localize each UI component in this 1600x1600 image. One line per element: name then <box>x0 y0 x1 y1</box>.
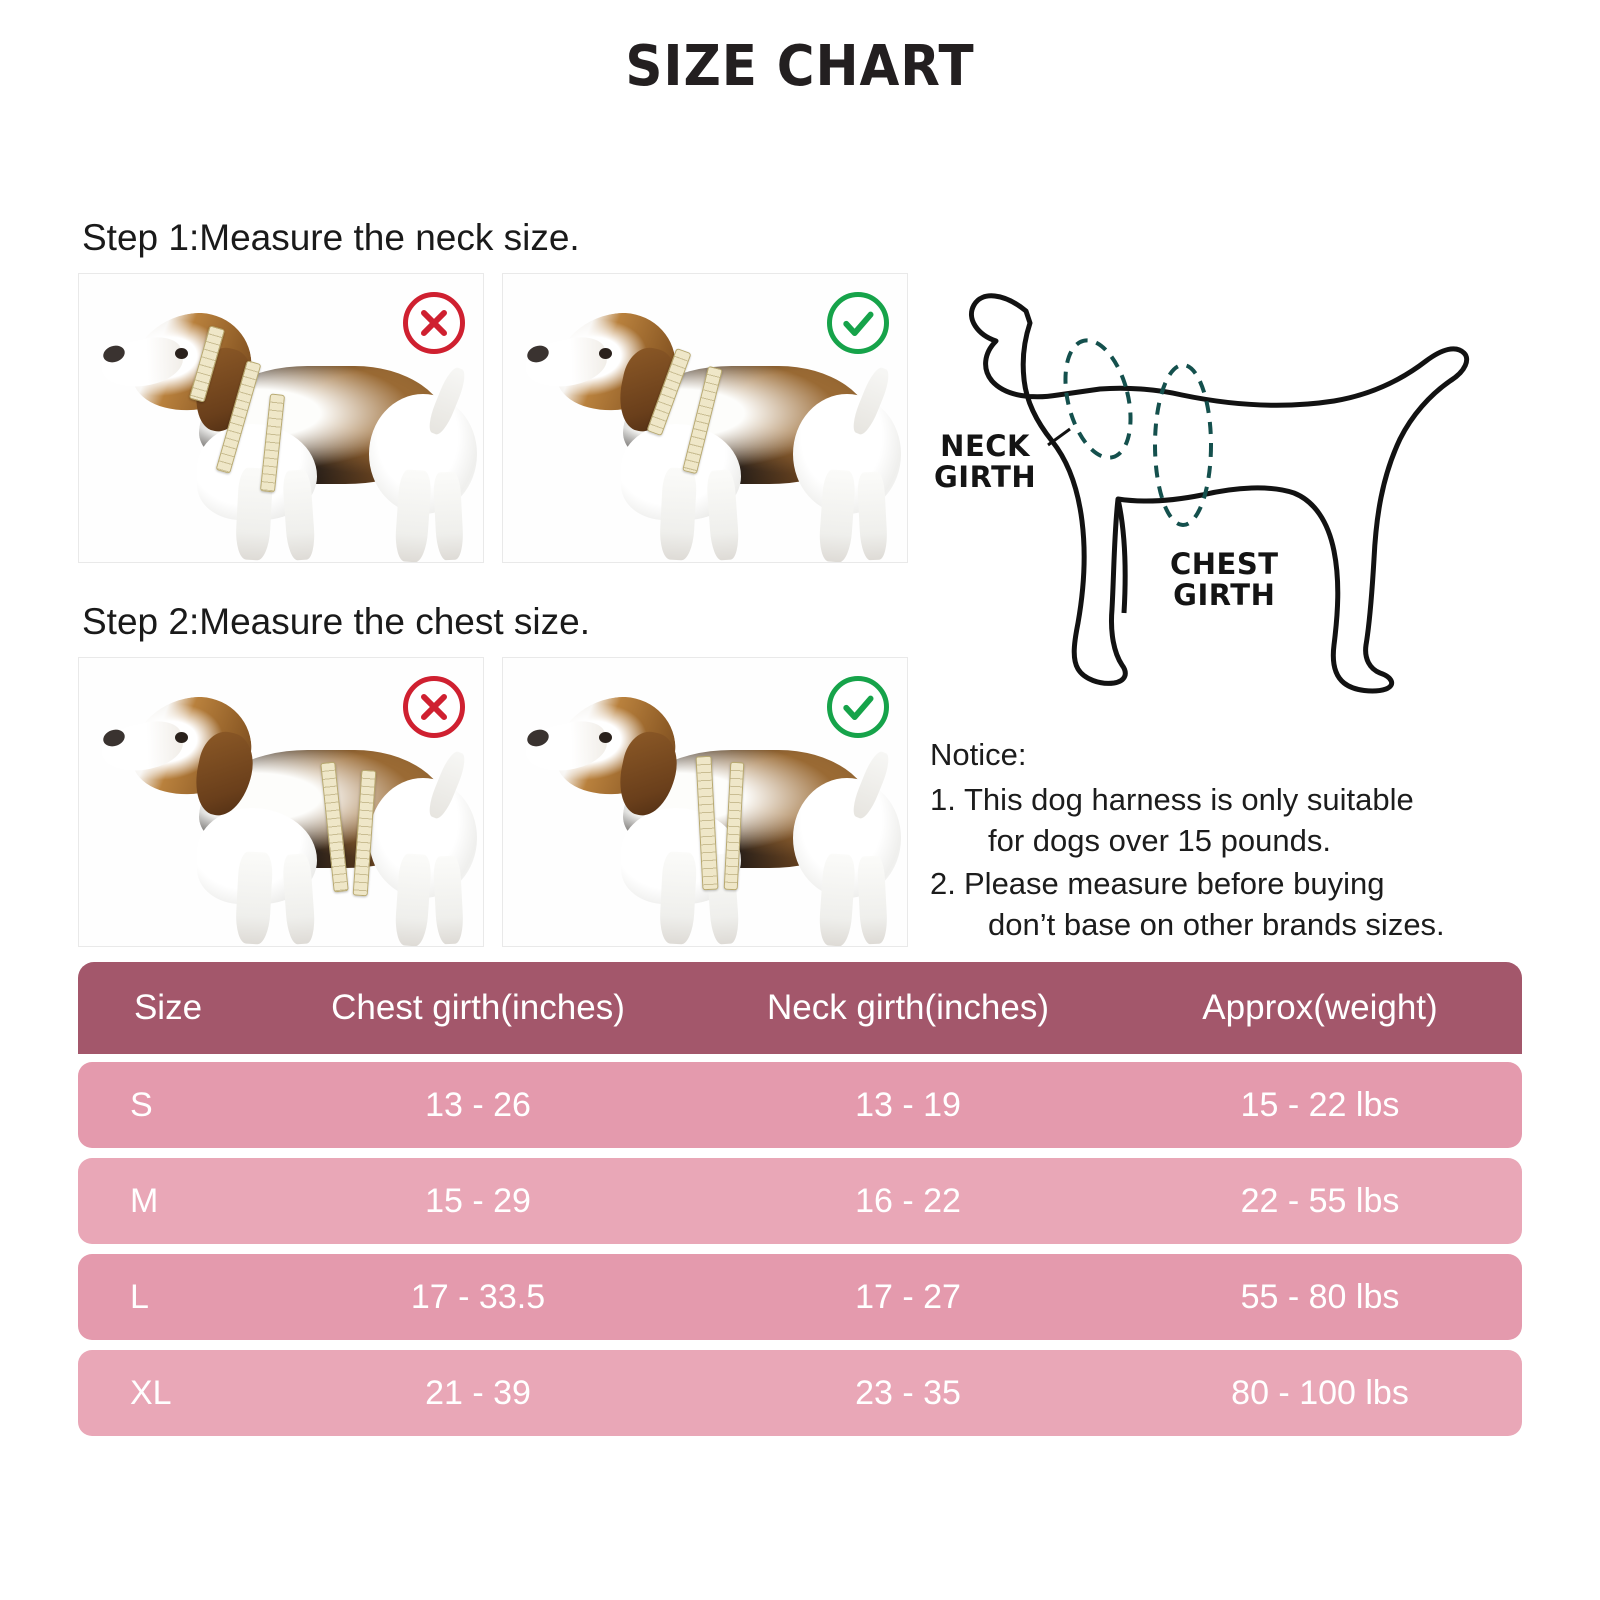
check-icon <box>827 676 889 738</box>
notice-block <box>930 735 1530 946</box>
size-table <box>78 962 1522 1446</box>
photo-chest-incorrect <box>78 657 484 947</box>
notice-item-line-2: don’t base on other brands sizes. <box>988 906 1445 942</box>
notice-item-1 <box>930 780 1530 862</box>
table-row <box>78 1350 1522 1436</box>
dog-outline-diagram <box>930 249 1530 719</box>
diagram-column <box>930 249 1530 948</box>
notice-item-line-1: Please measure before buying <box>964 865 1385 901</box>
cell-size: XL <box>130 1373 172 1412</box>
table-row <box>78 1158 1522 1244</box>
cell-size: L <box>130 1277 149 1316</box>
photo-neck-incorrect <box>78 273 484 563</box>
column-header-size: Size <box>133 988 203 1027</box>
cell-size: M <box>130 1181 159 1220</box>
cell-weight: 22 - 55 lbs <box>1240 1181 1400 1220</box>
table-row <box>78 1062 1522 1148</box>
instructions-area <box>0 99 1600 1009</box>
step-1-photos <box>78 273 908 563</box>
cell-chest: 21 - 39 <box>425 1373 531 1412</box>
cell-neck: 13 - 19 <box>855 1085 961 1124</box>
notice-heading: Notice: <box>930 737 1027 772</box>
column-header-chest: Chest girth(inches) <box>331 988 625 1027</box>
photo-chest-correct <box>502 657 908 947</box>
notice-list <box>930 780 1530 946</box>
notice-item-2 <box>930 864 1530 946</box>
steps-column <box>78 217 908 985</box>
neck-girth-dashed-line <box>1054 334 1141 465</box>
table-row <box>78 1254 1522 1340</box>
notice-item-line-2: for dogs over 15 pounds. <box>988 822 1331 858</box>
step-2-label: Step 2:Measure the chest size. <box>82 601 590 642</box>
cell-neck: 17 - 27 <box>855 1277 961 1316</box>
cell-weight: 55 - 80 lbs <box>1240 1277 1400 1316</box>
notice-item-number: 1. <box>930 781 956 817</box>
page-title: SIZE CHART <box>625 34 975 99</box>
cell-chest: 17 - 33.5 <box>410 1277 546 1316</box>
column-header-weight: Approx(weight) <box>1202 988 1438 1027</box>
check-icon <box>827 292 889 354</box>
step-1-label: Step 1:Measure the neck size. <box>82 217 580 258</box>
chest-girth-label: CHEST GIRTH <box>1170 547 1279 613</box>
column-header-neck: Neck girth(inches) <box>766 988 1050 1027</box>
notice-item-line-1: This dog harness is only suitable <box>964 781 1414 817</box>
step-2-photos <box>78 657 908 947</box>
cell-size: S <box>130 1085 153 1124</box>
notice-item-number: 2. <box>930 865 956 901</box>
cell-neck: 23 - 35 <box>855 1373 961 1412</box>
photo-neck-correct <box>502 273 908 563</box>
cell-weight: 80 - 100 lbs <box>1231 1373 1409 1412</box>
cross-icon <box>403 676 465 738</box>
neck-girth-label: NECK GIRTH <box>934 429 1037 495</box>
cell-weight: 15 - 22 lbs <box>1240 1085 1400 1124</box>
table-header-row <box>78 962 1522 1054</box>
cell-neck: 16 - 22 <box>855 1181 961 1220</box>
cell-chest: 13 - 26 <box>425 1085 531 1124</box>
cell-chest: 15 - 29 <box>425 1181 531 1220</box>
cross-icon <box>403 292 465 354</box>
